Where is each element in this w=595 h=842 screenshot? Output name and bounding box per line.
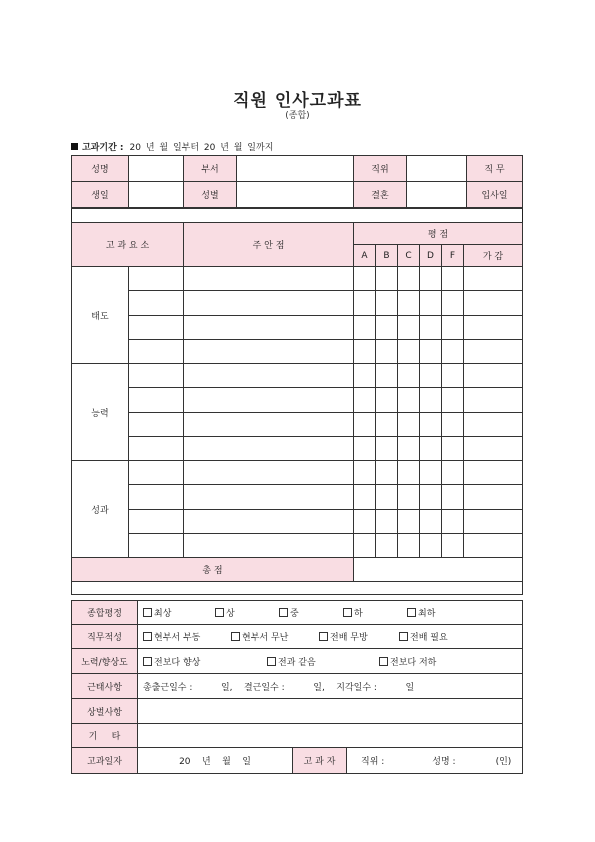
category-attitude: 태도 bbox=[72, 267, 129, 364]
adjust-cell[interactable] bbox=[464, 388, 523, 413]
adjust-cell[interactable] bbox=[464, 413, 523, 437]
gender-field[interactable] bbox=[237, 182, 354, 208]
grade-d: D bbox=[420, 245, 442, 267]
attendance-label: 근태사항 bbox=[72, 674, 138, 699]
checkbox-icon bbox=[143, 608, 152, 617]
name-field[interactable] bbox=[129, 156, 184, 182]
score-cell[interactable] bbox=[420, 316, 442, 340]
checkbox-icon bbox=[143, 657, 152, 666]
score-cell[interactable] bbox=[354, 291, 376, 316]
focus-cell[interactable] bbox=[184, 510, 354, 534]
score-cell[interactable] bbox=[420, 291, 442, 316]
score-cell[interactable] bbox=[442, 510, 464, 534]
score-cell[interactable] bbox=[376, 316, 398, 340]
focus-cell[interactable] bbox=[184, 364, 354, 388]
item-cell[interactable] bbox=[129, 437, 184, 461]
square-bullet-icon bbox=[71, 143, 78, 150]
score-cell[interactable] bbox=[420, 461, 442, 485]
score-cell[interactable] bbox=[442, 461, 464, 485]
option-improved[interactable]: 전보다 향상 bbox=[143, 655, 267, 668]
checkbox-icon bbox=[399, 632, 408, 641]
adjust-cell[interactable] bbox=[464, 534, 523, 558]
item-cell[interactable] bbox=[129, 413, 184, 437]
score-cell[interactable] bbox=[398, 461, 420, 485]
eval-date-label: 고과일자 bbox=[72, 748, 138, 774]
score-cell[interactable] bbox=[420, 437, 442, 461]
score-cell[interactable] bbox=[398, 364, 420, 388]
attendance-field[interactable]: 총출근일수 : 일, 결근일수 : 일, 지각일수 : 일 bbox=[138, 674, 523, 699]
score-cell[interactable] bbox=[442, 534, 464, 558]
option-mid[interactable]: 중 bbox=[279, 606, 343, 619]
option-transfer-need[interactable]: 전배 필요 bbox=[399, 630, 448, 643]
score-cell[interactable] bbox=[398, 485, 420, 510]
page-subtitle: (종합) bbox=[285, 111, 310, 121]
factor-header: 고 과 요 소 bbox=[72, 223, 184, 267]
score-cell[interactable] bbox=[398, 340, 420, 364]
etc-label: 기 타 bbox=[72, 724, 138, 748]
birth-label: 생일 bbox=[72, 182, 129, 208]
spacer-row bbox=[72, 209, 523, 223]
score-cell[interactable] bbox=[354, 437, 376, 461]
score-cell[interactable] bbox=[442, 485, 464, 510]
adjust-cell[interactable] bbox=[464, 437, 523, 461]
position-field[interactable] bbox=[407, 156, 467, 182]
option-stay[interactable]: 현부서 부동 bbox=[143, 630, 231, 643]
page-title: 직원 인사고과표 bbox=[233, 91, 362, 111]
score-cell[interactable] bbox=[442, 413, 464, 437]
adjust-cell[interactable] bbox=[464, 510, 523, 534]
item-cell[interactable] bbox=[129, 291, 184, 316]
score-cell[interactable] bbox=[442, 340, 464, 364]
score-cell[interactable] bbox=[376, 291, 398, 316]
dept-field[interactable] bbox=[237, 156, 354, 182]
gender-label: 성별 bbox=[184, 182, 237, 208]
focus-cell[interactable] bbox=[184, 388, 354, 413]
focus-cell[interactable] bbox=[184, 291, 354, 316]
score-grid bbox=[71, 208, 523, 595]
evaluation-period bbox=[71, 140, 273, 153]
seal-mark: (인) bbox=[495, 757, 512, 767]
eval-date-field[interactable]: 20 년 월 일 bbox=[138, 748, 293, 774]
adjust-cell[interactable] bbox=[464, 316, 523, 340]
score-cell[interactable] bbox=[376, 510, 398, 534]
checkbox-icon bbox=[267, 657, 276, 666]
score-cell[interactable] bbox=[420, 413, 442, 437]
score-cell[interactable] bbox=[376, 388, 398, 413]
item-cell[interactable] bbox=[129, 461, 184, 485]
score-cell[interactable] bbox=[398, 413, 420, 437]
duty-label: 직 무 bbox=[467, 156, 523, 182]
growth-options bbox=[138, 649, 523, 674]
score-cell[interactable] bbox=[376, 364, 398, 388]
option-transfer-ok[interactable]: 전배 무방 bbox=[319, 630, 399, 643]
total-label: 총 점 bbox=[72, 558, 354, 582]
score-cell[interactable] bbox=[354, 461, 376, 485]
overall-label: 종합평정 bbox=[72, 601, 138, 625]
score-cell[interactable] bbox=[398, 291, 420, 316]
score-cell[interactable] bbox=[376, 340, 398, 364]
score-cell[interactable] bbox=[442, 291, 464, 316]
evaluator-label: 고 과 자 bbox=[293, 748, 347, 774]
focus-cell[interactable] bbox=[184, 437, 354, 461]
total-score-field[interactable] bbox=[354, 558, 523, 582]
item-cell[interactable] bbox=[129, 534, 184, 558]
score-header: 평 점 bbox=[354, 223, 523, 245]
score-cell[interactable] bbox=[354, 510, 376, 534]
item-cell[interactable] bbox=[129, 364, 184, 388]
summary-table bbox=[71, 600, 523, 774]
adjust-cell[interactable] bbox=[464, 461, 523, 485]
score-cell[interactable] bbox=[354, 388, 376, 413]
focus-cell[interactable] bbox=[184, 485, 354, 510]
adjust-header: 가 감 bbox=[464, 245, 523, 267]
checkbox-icon bbox=[231, 632, 240, 641]
grade-c: C bbox=[398, 245, 420, 267]
fitness-label: 직무적성 bbox=[72, 625, 138, 649]
score-cell[interactable] bbox=[376, 534, 398, 558]
evaluator-field[interactable] bbox=[347, 748, 523, 774]
score-cell[interactable] bbox=[442, 437, 464, 461]
score-cell[interactable] bbox=[398, 316, 420, 340]
checkbox-icon bbox=[379, 657, 388, 666]
name-label: 성명 bbox=[72, 156, 129, 182]
grade-f: F bbox=[442, 245, 464, 267]
checkbox-icon bbox=[319, 632, 328, 641]
checkbox-icon bbox=[407, 608, 416, 617]
score-cell[interactable] bbox=[420, 534, 442, 558]
score-cell[interactable] bbox=[354, 316, 376, 340]
score-cell[interactable] bbox=[354, 267, 376, 291]
checkbox-icon bbox=[143, 632, 152, 641]
score-cell[interactable] bbox=[420, 340, 442, 364]
option-high[interactable]: 상 bbox=[215, 606, 279, 619]
reward-label: 상벌사항 bbox=[72, 699, 138, 724]
adjust-cell[interactable] bbox=[464, 364, 523, 388]
category-performance: 성과 bbox=[72, 461, 129, 558]
score-cell[interactable] bbox=[442, 267, 464, 291]
focus-cell[interactable] bbox=[184, 461, 354, 485]
item-cell[interactable] bbox=[129, 267, 184, 291]
focus-cell[interactable] bbox=[184, 267, 354, 291]
item-cell[interactable] bbox=[129, 510, 184, 534]
adjust-cell[interactable] bbox=[464, 485, 523, 510]
score-cell[interactable] bbox=[398, 534, 420, 558]
score-cell[interactable] bbox=[398, 437, 420, 461]
period-label: 고과기간 : bbox=[82, 143, 124, 153]
adjust-cell[interactable] bbox=[464, 340, 523, 364]
item-cell[interactable] bbox=[129, 340, 184, 364]
checkbox-icon bbox=[343, 608, 352, 617]
appraisal-table bbox=[71, 155, 523, 208]
focus-header: 주 안 점 bbox=[184, 223, 354, 267]
reward-field[interactable] bbox=[138, 699, 523, 724]
score-cell[interactable] bbox=[354, 340, 376, 364]
score-cell[interactable] bbox=[398, 267, 420, 291]
marriage-field[interactable] bbox=[407, 182, 467, 208]
score-cell[interactable] bbox=[398, 388, 420, 413]
item-cell[interactable] bbox=[129, 388, 184, 413]
category-ability: 능력 bbox=[72, 364, 129, 461]
birth-field[interactable] bbox=[129, 182, 184, 208]
etc-field[interactable] bbox=[138, 724, 523, 748]
evaluator-name: 성명 : bbox=[432, 757, 456, 767]
score-cell[interactable] bbox=[442, 388, 464, 413]
option-lowest[interactable]: 최하 bbox=[407, 606, 435, 619]
score-cell[interactable] bbox=[420, 510, 442, 534]
score-cell[interactable] bbox=[398, 510, 420, 534]
checkbox-icon bbox=[215, 608, 224, 617]
checkbox-icon bbox=[279, 608, 288, 617]
dept-label: 부서 bbox=[184, 156, 237, 182]
evaluator-position: 직위 : bbox=[361, 757, 385, 767]
grade-a: A bbox=[354, 245, 376, 267]
score-cell[interactable] bbox=[420, 267, 442, 291]
focus-cell[interactable] bbox=[184, 316, 354, 340]
score-cell[interactable] bbox=[354, 485, 376, 510]
score-cell[interactable] bbox=[376, 413, 398, 437]
grade-b: B bbox=[376, 245, 398, 267]
focus-cell[interactable] bbox=[184, 340, 354, 364]
item-cell[interactable] bbox=[129, 316, 184, 340]
adjust-cell[interactable] bbox=[464, 291, 523, 316]
score-cell[interactable] bbox=[442, 364, 464, 388]
item-cell[interactable] bbox=[129, 485, 184, 510]
growth-label: 노력/향상도 bbox=[72, 649, 138, 674]
period-field[interactable]: 20 년 월 일부터 20 년 월 일까지 bbox=[129, 143, 274, 153]
marriage-label: 결혼 bbox=[354, 182, 407, 208]
score-cell[interactable] bbox=[354, 364, 376, 388]
score-cell[interactable] bbox=[420, 485, 442, 510]
score-cell[interactable] bbox=[376, 267, 398, 291]
option-declined[interactable]: 전보다 저하 bbox=[379, 655, 436, 668]
option-low[interactable]: 하 bbox=[343, 606, 407, 619]
spacer-row bbox=[72, 582, 523, 595]
option-best[interactable]: 최상 bbox=[143, 606, 215, 619]
score-cell[interactable] bbox=[376, 437, 398, 461]
option-ok[interactable]: 현부서 무난 bbox=[231, 630, 319, 643]
position-label: 직위 bbox=[354, 156, 407, 182]
score-cell[interactable] bbox=[376, 485, 398, 510]
adjust-cell[interactable] bbox=[464, 267, 523, 291]
focus-cell[interactable] bbox=[184, 413, 354, 437]
score-cell[interactable] bbox=[420, 364, 442, 388]
score-cell[interactable] bbox=[442, 316, 464, 340]
option-same[interactable]: 전과 같음 bbox=[267, 655, 379, 668]
score-cell[interactable] bbox=[420, 388, 442, 413]
score-cell[interactable] bbox=[354, 534, 376, 558]
fitness-options bbox=[138, 625, 523, 649]
score-cell[interactable] bbox=[376, 461, 398, 485]
join-date-label: 입사일 bbox=[467, 182, 523, 208]
focus-cell[interactable] bbox=[184, 534, 354, 558]
score-cell[interactable] bbox=[354, 413, 376, 437]
overall-options bbox=[138, 601, 523, 625]
